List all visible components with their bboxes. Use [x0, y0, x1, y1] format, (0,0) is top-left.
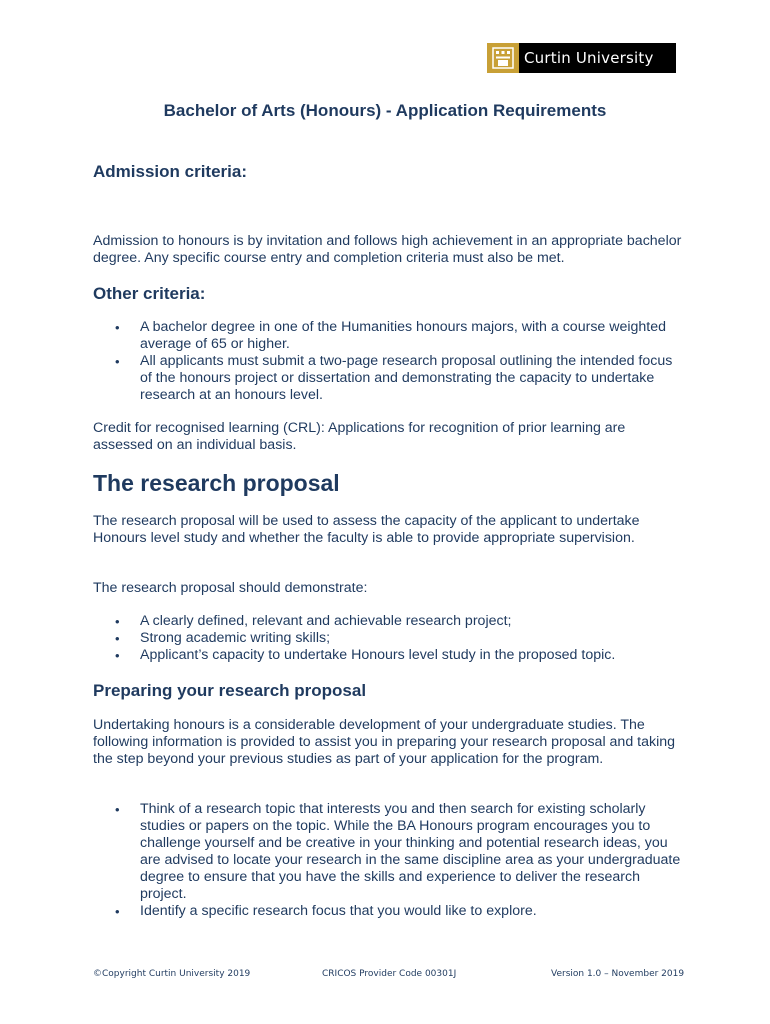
list-item: • Strong academic writing skills; — [93, 630, 683, 647]
footer-version: Version 1.0 – November 2019 — [551, 969, 685, 979]
curtin-logo — [487, 43, 676, 73]
list-item: • A clearly defined, relevant and achievable research project; — [93, 613, 683, 630]
list-item: • Identify a specific research focus that you would like to explore. — [93, 903, 683, 920]
admission-text: Admission to honours is by invitation and follows high achievement in an appropriate bachelor degree. Any specific course entry and completion criteria must also be met. — [93, 233, 682, 266]
preparing-list — [93, 801, 683, 920]
preparing-heading: Preparing your research proposal — [93, 681, 367, 700]
list-item: • A bachelor degree in one of the Humanities honours majors, with a course weighted average of 65 or higher. — [93, 319, 683, 353]
other-criteria-list — [93, 319, 683, 404]
list-item: • Think of a research topic that interests you and then search for existing scholarly studies or papers on the topic. While the BA Honours program encourages you to challenge yourself and be creative in your thinking and potential research ideas, you are advised to locate your research in the same discipline area as your undergraduate degree to ensure that you have the skills and experience to deliver the research project. — [93, 801, 683, 903]
list-item: • Applicant’s capacity to undertake Honours level study in the proposed topic. — [93, 647, 683, 664]
other-criteria-heading: Other criteria: — [93, 284, 206, 303]
proposal-intro: The research proposal will be used to assess the capacity of the applicant to undertake Honours level study and whether the faculty is able to provide appropriate supervision. — [93, 513, 640, 546]
research-proposal-heading: The research proposal — [93, 470, 340, 496]
proposal-lead: The research proposal should demonstrate: — [93, 580, 368, 596]
footer-copyright: ©Copyright Curtin University 2019 — [93, 969, 251, 979]
footer-cricos: CRICOS Provider Code 00301J — [322, 969, 457, 979]
curtin-crest-icon — [487, 43, 519, 73]
admission-heading: Admission criteria: — [93, 162, 247, 181]
crl-text: Credit for recognised learning (CRL): Applications for recognition of prior learning are assessed on an individual basis. — [93, 420, 626, 453]
preparing-intro: Undertaking honours is a considerable development of your undergraduate studies. The following information is provided to assist you in preparing your research proposal and taking the step beyond your previous studies as part of your application for the program. — [93, 717, 676, 767]
list-item: • All applicants must submit a two-page research proposal outlining the intended focus of the honours project or dissertation and demonstrating the capacity to undertake research at an honours level. — [93, 353, 683, 404]
logo-text: Curtin University — [524, 49, 654, 67]
page-title: Bachelor of Arts (Honours) - Application Requirements — [163, 101, 607, 120]
proposal-list — [93, 613, 683, 664]
